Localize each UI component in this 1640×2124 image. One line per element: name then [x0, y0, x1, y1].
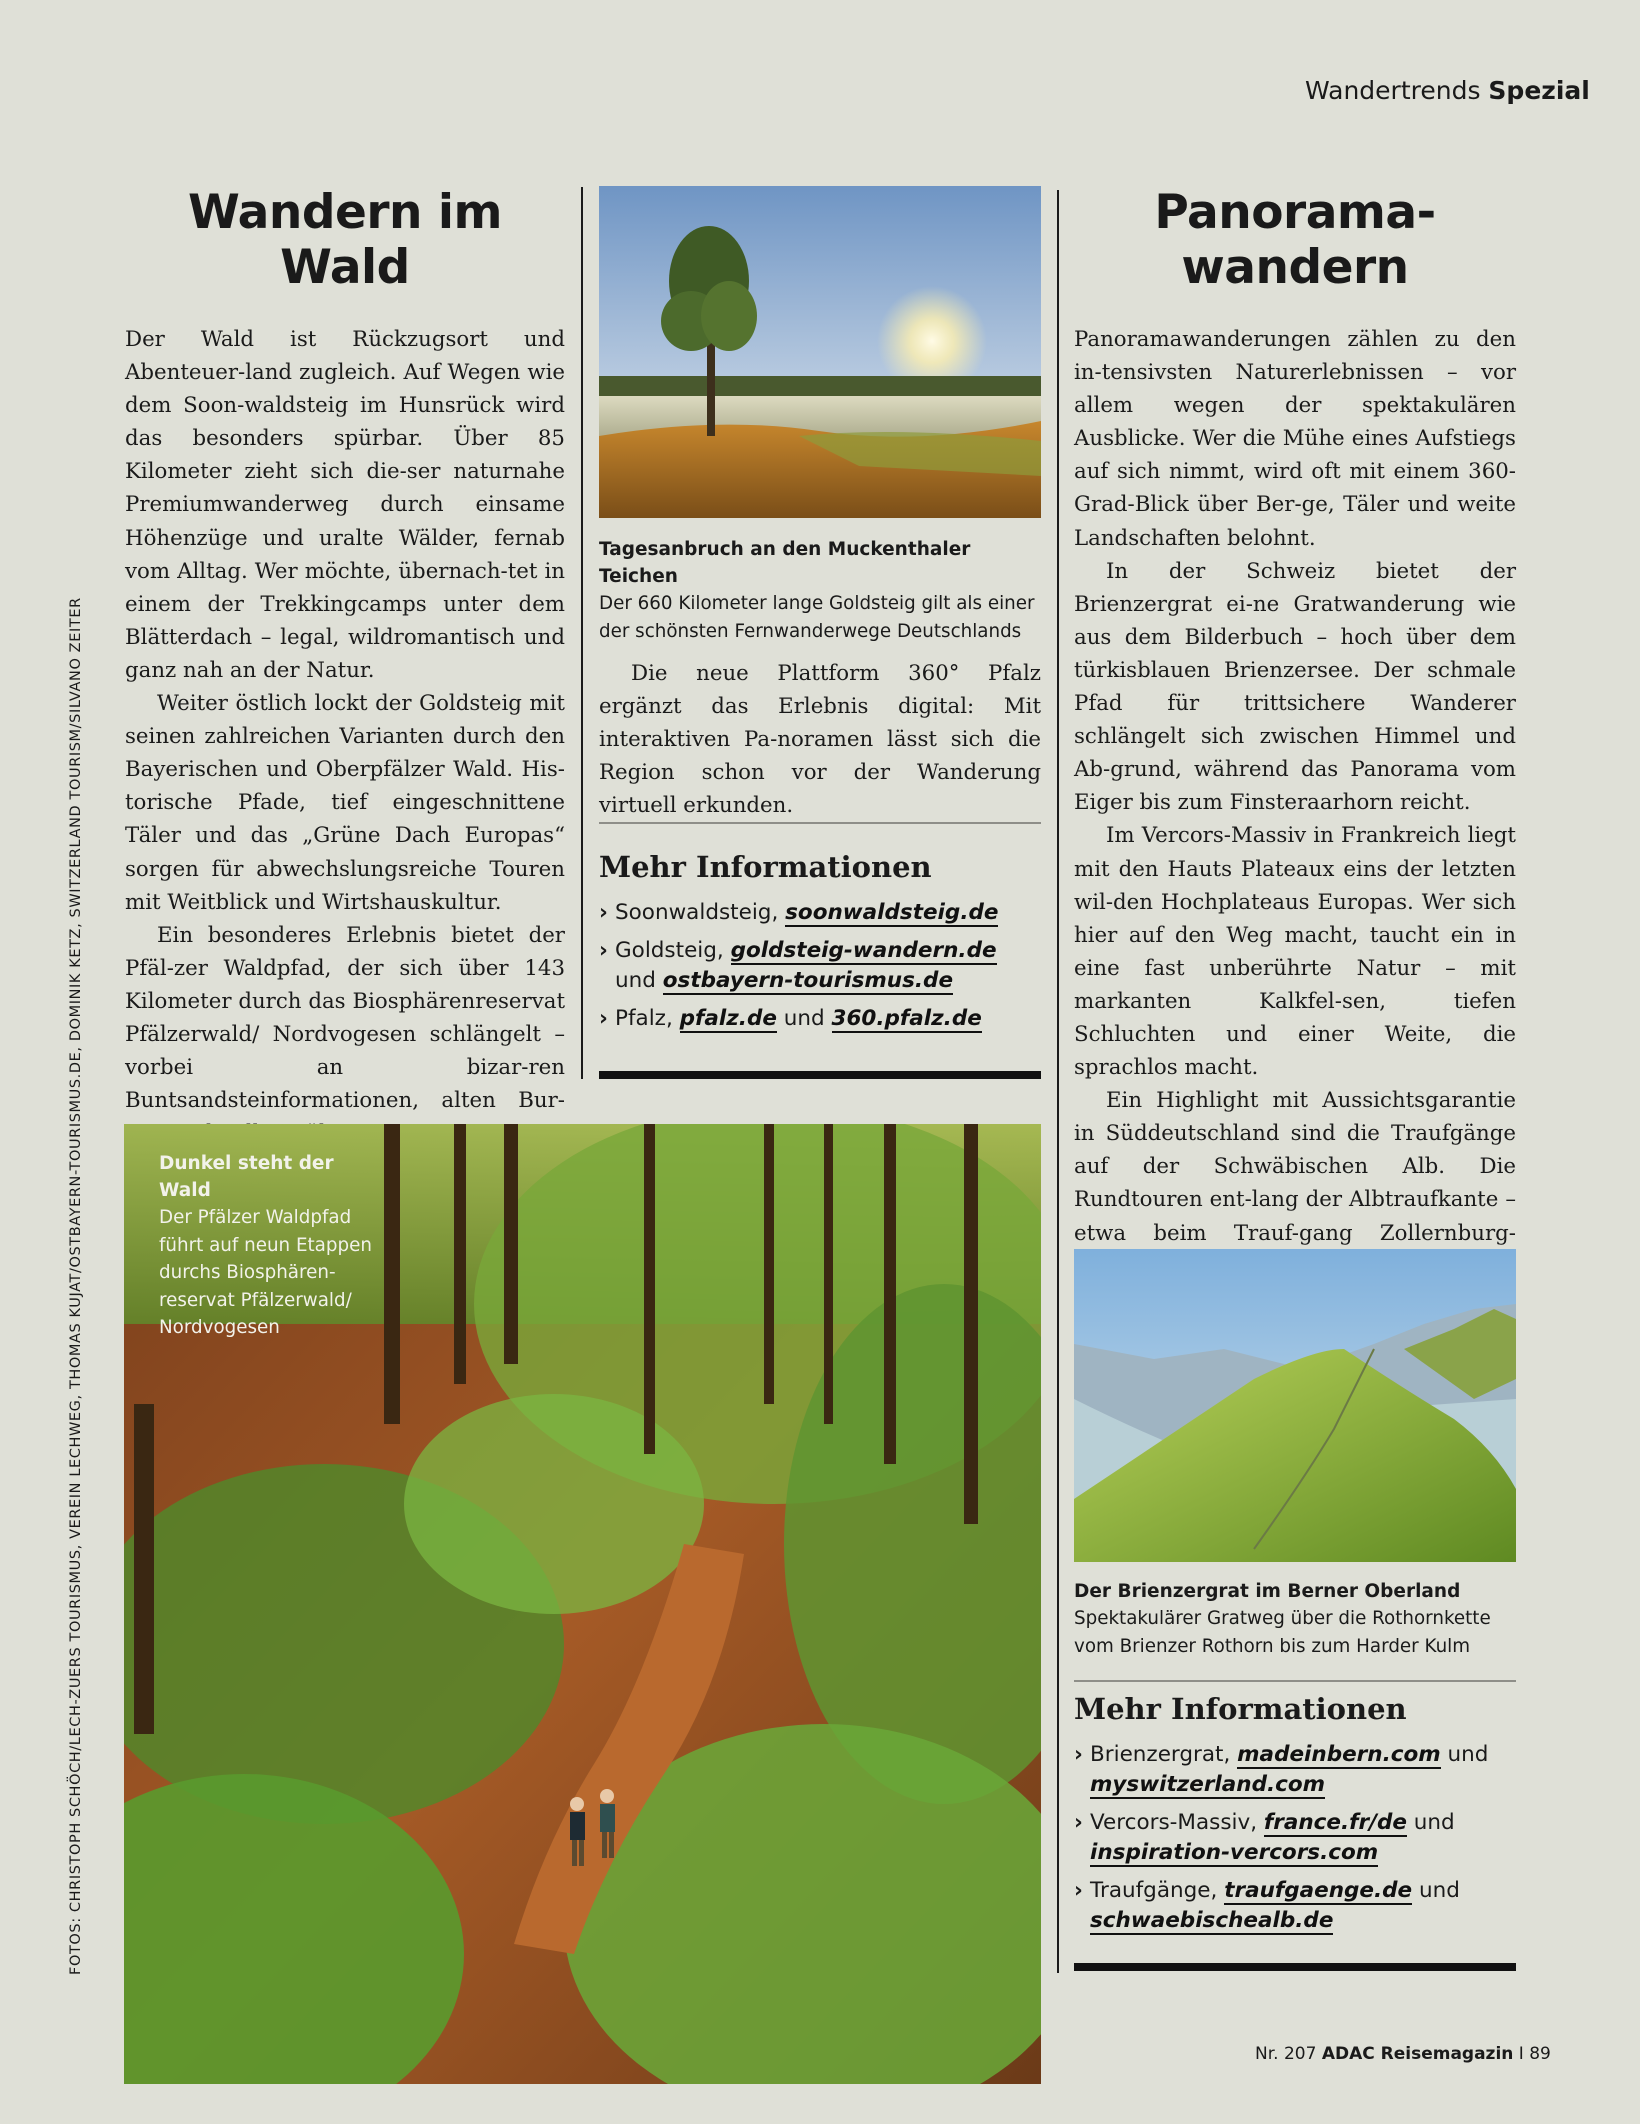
page-footer	[1255, 2044, 1551, 2064]
right-paragraph-4: Ein Highlight mit Aussichtsgarantie in Süddeutschland sind die Traufgänge auf der Schwäbischen Alb. Die Rundtouren ent-lang der Albtraufkante – etwa beim Trauf-gang Zollernburg-	[1074, 1088, 1516, 1246]
link-360-pfalz[interactable]: 360.pfalz.de	[831, 1006, 982, 1031]
right-article-body	[1074, 323, 1516, 1349]
middle-info-heading: Mehr Informationen	[599, 850, 932, 884]
left-article-body	[125, 323, 565, 1150]
lake-caption-text: Der 660 Kilometer lange Goldsteig gilt als einer der schönsten Fernwanderwege Deutschlands	[599, 593, 1035, 642]
link-goldsteig-wandern[interactable]: goldsteig-wandern.de	[730, 938, 997, 963]
issue-number: Nr. 207	[1255, 2044, 1317, 2064]
left-paragraph-3: Ein besonderes Erlebnis bietet der Pfäl-zer Waldpfad, der sich über 143 Kilometer durch das Biosphärenreservat Pfälzerwald/ Nordvogesen schlängelt – vorbei an bizar-ren Buntsandsteinformationen, alten Bur-	[125, 922, 565, 1114]
middle-paragraph-text: Die neue Plattform 360° Pfalz ergänzt das Erlebnis digital: Mit interaktiven Pa-noramen lässt sich die Region schon vor der Wanderung virtuell erkunden.	[599, 661, 1041, 819]
chevron-right-icon: ›	[1074, 1742, 1083, 1767]
link-soonwaldsteig[interactable]: soonwaldsteig.de	[785, 900, 999, 925]
brienzergrat-photo	[1074, 1249, 1516, 1562]
info-item-soonwaldsteig: › Soonwaldsteig, soonwaldsteig.de	[599, 898, 1041, 928]
link-pfalz[interactable]: pfalz.de	[679, 1006, 777, 1031]
right-end-bar	[1074, 1963, 1516, 1971]
middle-info-box	[599, 850, 1041, 1042]
brienzergrat-caption-title: Der Brienzergrat im Berner Oberland	[1074, 1581, 1461, 1602]
right-info-list	[1074, 1740, 1516, 1936]
right-title-line1: Panorama-	[1154, 185, 1436, 240]
section-header	[1305, 76, 1590, 105]
middle-end-bar	[599, 1071, 1041, 1079]
info-item-pfalz: › Pfalz, pfalz.de und 360.pfalz.de	[599, 1004, 1041, 1034]
column-rule-left	[581, 187, 583, 1079]
chevron-right-icon: ›	[599, 1006, 608, 1031]
middle-info-list	[599, 898, 1041, 1034]
middle-divider	[599, 822, 1041, 824]
lake-caption-title: Tagesanbruch an den Muckenthaler Teichen	[599, 539, 971, 587]
chevron-right-icon: ›	[1074, 1878, 1083, 1903]
page-number: I 89	[1518, 2044, 1551, 2064]
left-title-line2: Wald	[280, 240, 410, 295]
info-item-vercors: › Vercors-Massiv, france.fr/de und inspiration-vercors.com	[1074, 1810, 1455, 1865]
magazine-name: ADAC Reisemagazin	[1321, 2044, 1514, 2064]
section-label-bold: Spezial	[1488, 76, 1590, 105]
link-myswitzerland[interactable]: myswitzerland.com	[1090, 1772, 1326, 1797]
chevron-right-icon: ›	[599, 900, 608, 925]
info-item-goldsteig: › Goldsteig, goldsteig-wandern.de und ostbayern-tourismus.de	[599, 938, 997, 993]
left-paragraph-1: Der Wald ist Rückzugsort und Abenteuer-land zugleich. Auf Wegen wie dem Soon-waldsteig im Hunsrück wird das besonders spürbar. Über 85 Kilometer zieht sich die-ser naturnahe Premiumwanderweg durch einsame Höhenzüge und uralte Wälder, fernab vom Alltag. Wer möchte, übernach-tet in einem der Trekkingcamps unter dem Blätterdach – legal, wildromantisch und ganz nah an der Natur.	[125, 327, 565, 683]
brienzergrat-caption-text: Spektakulärer Gratweg über die Rothornkette vom Brienzer Rothorn bis zum Harder Kulm	[1074, 1608, 1491, 1657]
right-title-line2: wandern	[1181, 240, 1409, 295]
column-rule-right	[1057, 190, 1059, 1973]
left-paragraph-2: Weiter östlich lockt der Goldsteig mit seinen zahlreichen Varianten durch den Bayerischen und Oberpfälzer Wald. His-torische Pfade, tief eingeschnittene Täler und das „Grüne Dach Europas“ sorgen für abwechslungsreiche Touren mit Weitblick und Wirtshauskultur.	[125, 691, 565, 915]
lake-sunrise-photo	[599, 186, 1041, 518]
info-item-brienzergrat: › Brienzergrat, madeinbern.com und myswitzerland.com	[1074, 1742, 1489, 1797]
link-traufgaenge[interactable]: traufgaenge.de	[1224, 1878, 1413, 1903]
chevron-right-icon: ›	[599, 938, 608, 963]
photo-credits: FOTOS: CHRISTOPH SCHÖCH/LECH-ZUERS TOURISMUS, VEREIN LECHWEG, THOMAS KUJAT/OSTBAYERN-TOURISMUS.DE, DOMINIK KETZ, SWITZERLAND TOURISM/SILVANO ZEITER	[68, 597, 84, 1975]
right-paragraph-1: Panoramawanderungen zählen zu den in-tensivsten Naturerlebnissen – vor allem wegen der spektakulären Ausblicke. Wer die Mühe eines Aufstiegs auf sich nimmt, wird oft mit einem 360-Grad-Blick über Ber-ge, Täler und weite Landschaften belohnt.	[1074, 327, 1516, 551]
chevron-right-icon: ›	[1074, 1810, 1083, 1835]
lake-photo-caption	[599, 536, 1041, 645]
right-paragraph-3: Im Vercors-Massiv in Frankreich liegt mit den Hauts Plateaux eins der letzten wil-den Hochplateaus Europas. Wer sich hier auf den Weg macht, taucht ein in eine fast unberührte Natur – mit markanten Kalkfel-sen, tiefen Schluchten und einer Weite, die sprachlos macht.	[1074, 823, 1516, 1081]
link-schwaebischealb[interactable]: schwaebischealb.de	[1090, 1908, 1334, 1933]
left-article-title	[125, 185, 565, 295]
left-article	[125, 185, 565, 1150]
forest-caption-title: Dunkel steht der Wald	[159, 1153, 334, 1201]
link-france[interactable]: france.fr/de	[1263, 1810, 1407, 1835]
link-inspiration-vercors[interactable]: inspiration-vercors.com	[1090, 1840, 1379, 1865]
link-ostbayern-tourismus[interactable]: ostbayern-tourismus.de	[662, 968, 954, 993]
section-label: Wandertrends	[1305, 76, 1481, 105]
left-title-line1: Wandern im	[188, 185, 502, 240]
middle-paragraph	[599, 657, 1041, 822]
right-article-title	[1074, 185, 1516, 295]
right-info-heading: Mehr Informationen	[1074, 1692, 1407, 1726]
brienzergrat-photo-caption	[1074, 1578, 1516, 1660]
forest-caption-text: Der Pfälzer Waldpfad führt auf neun Etappen durchs Biosphären-reservat Pfälzerwald/ Nordvogesen	[159, 1207, 372, 1338]
forest-photo-caption	[159, 1150, 389, 1342]
right-article	[1074, 185, 1516, 1349]
info-item-traufgaenge: › Traufgänge, traufgaenge.de und schwaebischealb.de	[1074, 1878, 1460, 1933]
link-madeinbern[interactable]: madeinbern.com	[1237, 1742, 1441, 1767]
right-divider	[1074, 1680, 1516, 1682]
right-paragraph-2: In der Schweiz bietet der Brienzergrat ei-ne Gratwanderung wie aus dem Bilderbuch – hoch über dem türkisblauen Brienzersee. Der schmale Pfad für trittsichere Wanderer schlängelt sich zwischen Himmel und Ab-grund, während das Panorama vom Eiger bis zum Finsteraarhorn reicht.	[1074, 558, 1516, 816]
right-info-box	[1074, 1692, 1516, 1944]
